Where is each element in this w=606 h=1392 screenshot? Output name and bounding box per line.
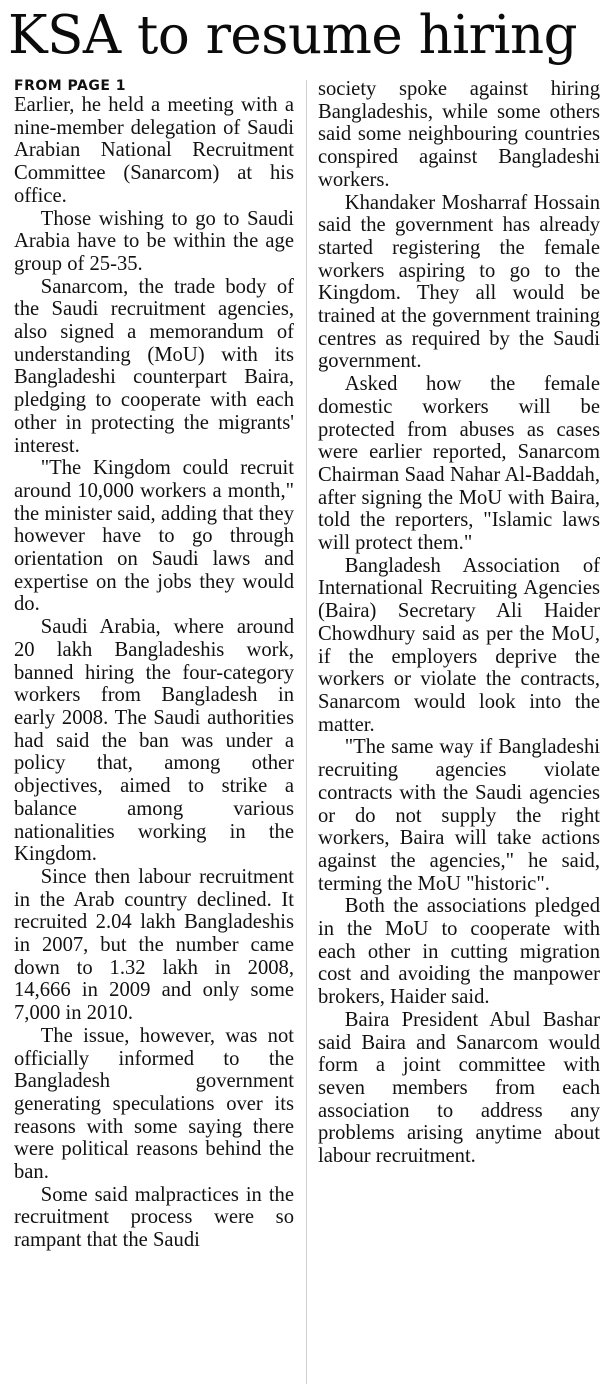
headline: KSA to resume hiring	[8, 5, 578, 66]
paragraph: Asked how the female domestic workers will be protected from abuses as cases were earlier reported, Sanarcom Chairman Saad Nahar Al-Baddah, after signing the MoU with Baira, told the reporters, "Islamic laws will protect them."	[318, 373, 600, 555]
paragraph: Since then labour recruitment in the Arab country declined. It recruited 2.04 lakh Bangladeshis in 2007, but the number came down to 1.32 lakh in 2008, 14,666 in 2009 and only some 7,000 in 2010.	[14, 865, 294, 1025]
paragraph: "The Kingdom could recruit around 10,000 workers a month," the minister said, adding that they however have to go through orientation on Saudi laws and expertise on the jobs they would do.	[14, 457, 294, 616]
right-column	[318, 78, 600, 1168]
paragraph: Khandaker Mosharraf Hossain said the government has already started registering the female workers aspiring to go to the Kingdom. They all would be trained at the government training centres as required by the Saudi government.	[318, 191, 600, 373]
paragraph: Some said malpractices in the recruitment process were so rampant that the Saudi	[14, 1183, 294, 1252]
paragraph: Saudi Arabia, where around 20 lakh Bangladeshis work, banned hiring the four-category workers from Bangladesh in early 2008. The Saudi authorities had said the ban was under a policy that, among other objectives, aimed to strike a balance among various nationalities working in the Kingdom.	[14, 616, 294, 866]
paragraph: Both the associations pledged in the MoU to cooperate with each other in cutting migration cost and avoiding the manpower brokers, Haider said.	[318, 895, 600, 1009]
paragraph: "The same way if Bangladeshi recruiting agencies violate contracts with the Saudi agencies or do not supply the right workers, Baira will take actions against the agencies," he said, terming the MoU "historic".	[318, 736, 600, 895]
from-page-kicker: FROM PAGE 1	[14, 78, 127, 94]
paragraph: society spoke against hiring Bangladeshis, while some others said some neighbouring countries conspired against Bangladeshi workers.	[318, 78, 600, 191]
paragraph: Sanarcom, the trade body of the Saudi recruitment agencies, also signed a memorandum of understanding (MoU) with its Bangladeshi counterpart Baira, pledging to cooperate with each other in protecting the migrants' interest.	[14, 275, 294, 457]
column-divider	[306, 80, 307, 1384]
paragraph: Earlier, he held a meeting with a nine-member delegation of Saudi Arabian National Recruitment Committee (Sanarcom) at his office.	[14, 94, 294, 207]
paragraph: Bangladesh Association of International Recruiting Agencies (Baira) Secretary Ali Haider Chowdhury said as per the MoU, if the employers deprive the workers or violate the contracts, Sanarcom would look into the matter.	[318, 554, 600, 736]
paragraph: Baira President Abul Bashar said Baira and Sanarcom would form a joint committee with seven members from each association to address any problems arising anytime about labour recruitment.	[318, 1008, 600, 1168]
left-column	[14, 76, 294, 1252]
paragraph: Those wishing to go to Saudi Arabia have to be within the age group of 25-35.	[14, 207, 294, 275]
paragraph: The issue, however, was not officially informed to the Bangladesh government generating speculations over its reasons with some saying there were political reasons behind the ban.	[14, 1024, 294, 1184]
